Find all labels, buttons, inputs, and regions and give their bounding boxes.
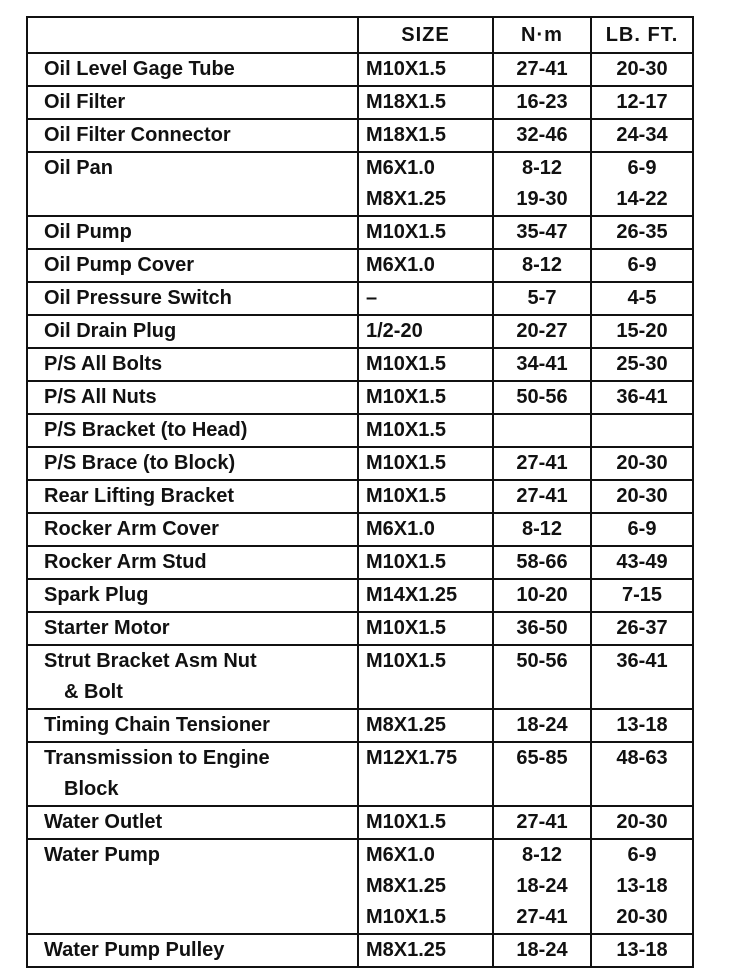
item-cell <box>27 86 358 119</box>
item-cell-line: Block <box>64 778 119 800</box>
lbft-cell-line: 13-18 <box>616 875 668 897</box>
table-row <box>27 414 693 447</box>
nm-cell-line: 8-12 <box>521 518 563 540</box>
nm-cell <box>493 447 591 480</box>
nm-cell <box>493 381 591 414</box>
size-cell-line: M10X1.5 <box>366 353 447 375</box>
nm-cell <box>493 546 591 579</box>
nm-cell-line: 10-20 <box>516 584 568 606</box>
size-cell <box>358 934 493 967</box>
nm-cell-line: 18-24 <box>516 714 568 736</box>
lbft-cell-line: 20-30 <box>616 58 668 80</box>
size-cell-line: M10X1.5 <box>366 221 447 243</box>
item-cell <box>27 709 358 742</box>
size-cell-line: M10X1.5 <box>366 452 447 474</box>
item-cell <box>27 216 358 249</box>
table-row <box>27 806 693 839</box>
lbft-cell <box>591 381 693 414</box>
nm-cell-line: 58-66 <box>516 551 568 573</box>
item-cell-line: Starter Motor <box>44 617 170 639</box>
size-cell-line: M18X1.5 <box>366 91 447 113</box>
lbft-cell-line: 6-9 <box>627 254 657 276</box>
table-row <box>27 645 693 709</box>
lbft-cell <box>591 579 693 612</box>
size-cell-line: 1/2-20 <box>366 320 423 342</box>
lbft-cell <box>591 414 693 447</box>
nm-cell-line: 65-85 <box>516 747 568 769</box>
nm-cell <box>493 806 591 839</box>
nm-cell <box>493 282 591 315</box>
torque-spec-table <box>26 16 694 968</box>
size-cell-line: M10X1.5 <box>366 58 447 80</box>
item-cell <box>27 546 358 579</box>
nm-cell <box>493 579 591 612</box>
size-cell-line: M12X1.75 <box>366 747 458 769</box>
table-row <box>27 152 693 216</box>
item-cell-line: Water Pump <box>44 844 160 866</box>
nm-cell <box>493 480 591 513</box>
size-cell <box>358 645 493 709</box>
item-cell <box>27 381 358 414</box>
table-row <box>27 709 693 742</box>
lbft-cell <box>591 839 693 934</box>
size-cell <box>358 612 493 645</box>
item-cell <box>27 119 358 152</box>
size-cell-line: M10X1.5 <box>366 386 447 408</box>
nm-cell-line: 5-7 <box>527 287 557 309</box>
nm-cell <box>493 645 591 709</box>
lbft-cell-line: 26-35 <box>616 221 668 243</box>
lbft-cell <box>591 806 693 839</box>
table-row <box>27 742 693 806</box>
nm-cell <box>493 152 591 216</box>
size-cell-line: M10X1.5 <box>366 485 447 507</box>
item-cell-line: Water Outlet <box>44 811 163 833</box>
item-cell <box>27 53 358 86</box>
item-cell <box>27 414 358 447</box>
nm-cell-line: 50-56 <box>516 650 568 672</box>
nm-cell <box>493 86 591 119</box>
nm-cell-line: 27-41 <box>516 452 568 474</box>
size-cell <box>358 348 493 381</box>
lbft-cell <box>591 480 693 513</box>
size-cell-line: M10X1.5 <box>366 906 447 928</box>
nm-cell-line: 18-24 <box>516 939 568 961</box>
nm-cell <box>493 119 591 152</box>
size-cell <box>358 742 493 806</box>
item-cell-line: Rear Lifting Bracket <box>44 485 235 507</box>
nm-cell <box>493 513 591 546</box>
lbft-cell-line: 20-30 <box>616 811 668 833</box>
lbft-cell-line: 36-41 <box>616 650 668 672</box>
item-cell-line: Oil Filter Connector <box>44 124 231 146</box>
nm-cell-line: 27-41 <box>516 485 568 507</box>
item-cell <box>27 742 358 806</box>
nm-cell-line: 36-50 <box>516 617 568 639</box>
lbft-cell <box>591 282 693 315</box>
lbft-cell-line: 13-18 <box>616 939 668 961</box>
lbft-cell-line: 43-49 <box>616 551 668 573</box>
size-cell <box>358 513 493 546</box>
nm-cell-line: 50-56 <box>516 386 568 408</box>
size-cell <box>358 806 493 839</box>
lbft-cell-line: 4-5 <box>627 287 657 309</box>
lbft-cell <box>591 86 693 119</box>
size-cell-line: M8X1.25 <box>366 875 447 897</box>
lbft-cell <box>591 249 693 282</box>
size-cell-line: M10X1.5 <box>366 811 447 833</box>
nm-cell <box>493 839 591 934</box>
table-row <box>27 86 693 119</box>
item-cell <box>27 152 358 216</box>
table-row <box>27 315 693 348</box>
nm-cell-line: 20-27 <box>516 320 568 342</box>
size-cell-line: M8X1.25 <box>366 939 447 961</box>
table-header-row <box>27 17 693 53</box>
size-cell <box>358 546 493 579</box>
item-cell-line: Transmission to Engine <box>44 747 270 769</box>
nm-cell-line: 27-41 <box>516 811 568 833</box>
item-cell-line: P/S All Nuts <box>44 386 157 408</box>
item-cell-line: Strut Bracket Asm Nut <box>44 650 257 672</box>
item-cell <box>27 645 358 709</box>
nm-cell-line: 32-46 <box>516 124 568 146</box>
item-cell <box>27 480 358 513</box>
nm-cell-line: 8-12 <box>521 157 563 179</box>
size-cell-line: M10X1.5 <box>366 617 447 639</box>
size-cell-line: M8X1.25 <box>366 714 447 736</box>
nm-cell <box>493 249 591 282</box>
table-row <box>27 119 693 152</box>
item-cell <box>27 934 358 967</box>
lbft-cell-line: 26-37 <box>616 617 668 639</box>
lbft-cell <box>591 612 693 645</box>
item-cell <box>27 315 358 348</box>
table-row <box>27 348 693 381</box>
lbft-cell-line: 24-34 <box>616 124 668 146</box>
lbft-cell-line: 13-18 <box>616 714 668 736</box>
size-cell-line: M6X1.0 <box>366 844 435 866</box>
lbft-cell <box>591 119 693 152</box>
item-cell-line: Oil Pan <box>44 157 113 179</box>
size-cell-line: M6X1.0 <box>366 157 435 179</box>
size-cell <box>358 414 493 447</box>
header-item <box>27 17 358 53</box>
torque-spec-sheet <box>26 16 692 968</box>
item-cell-line: Spark Plug <box>44 584 149 606</box>
table-row <box>27 249 693 282</box>
size-cell-line: M14X1.25 <box>366 584 458 606</box>
item-cell-line: P/S Bracket (to Head) <box>44 419 248 441</box>
item-cell <box>27 249 358 282</box>
size-cell <box>358 86 493 119</box>
lbft-cell-line <box>592 415 692 446</box>
lbft-cell <box>591 645 693 709</box>
size-cell <box>358 216 493 249</box>
lbft-cell-line: 7-15 <box>621 584 663 606</box>
size-cell <box>358 282 493 315</box>
item-cell-line: Oil Drain Plug <box>44 320 177 342</box>
item-cell <box>27 612 358 645</box>
lbft-cell <box>591 348 693 381</box>
size-cell <box>358 119 493 152</box>
item-cell-line: & Bolt <box>64 681 123 703</box>
nm-cell-line: 35-47 <box>516 221 568 243</box>
nm-cell-line: 34-41 <box>516 353 568 375</box>
item-cell-line: P/S All Bolts <box>44 353 163 375</box>
table-row <box>27 513 693 546</box>
nm-cell <box>493 612 591 645</box>
nm-cell <box>493 216 591 249</box>
size-cell-line: M6X1.0 <box>366 254 435 276</box>
size-cell <box>358 480 493 513</box>
item-cell <box>27 447 358 480</box>
nm-cell <box>493 414 591 447</box>
nm-cell-line: 8-12 <box>521 844 563 866</box>
item-cell-line: Timing Chain Tensioner <box>44 714 270 736</box>
table-row <box>27 579 693 612</box>
table-row <box>27 612 693 645</box>
table-row <box>27 282 693 315</box>
lbft-cell-line: 36-41 <box>616 386 668 408</box>
size-cell <box>358 152 493 216</box>
size-cell <box>358 579 493 612</box>
lbft-cell-line: 6-9 <box>627 518 657 540</box>
header-nm: N·m <box>493 17 591 53</box>
item-cell <box>27 839 358 934</box>
size-cell <box>358 381 493 414</box>
size-cell-line: M6X1.0 <box>366 518 435 540</box>
item-cell-line: Rocker Arm Cover <box>44 518 219 540</box>
nm-cell-line: 19-30 <box>516 188 568 210</box>
lbft-cell-line: 14-22 <box>616 188 668 210</box>
size-cell <box>358 839 493 934</box>
item-cell <box>27 282 358 315</box>
lbft-cell-line: 12-17 <box>616 91 668 113</box>
item-cell-line: Oil Pump <box>44 221 132 243</box>
nm-cell-line: 27-41 <box>516 906 568 928</box>
lbft-cell-line: 25-30 <box>616 353 668 375</box>
item-cell-line: Rocker Arm Stud <box>44 551 207 573</box>
size-cell-line: M18X1.5 <box>366 124 447 146</box>
item-cell <box>27 806 358 839</box>
size-cell <box>358 447 493 480</box>
nm-cell-line: 27-41 <box>516 58 568 80</box>
size-cell-line: M10X1.5 <box>366 551 447 573</box>
lbft-cell <box>591 709 693 742</box>
item-cell <box>27 579 358 612</box>
table-row <box>27 480 693 513</box>
nm-cell-line: 18-24 <box>516 875 568 897</box>
table-row <box>27 839 693 934</box>
lbft-cell-line: 20-30 <box>616 452 668 474</box>
header-size: SIZE <box>358 17 493 53</box>
lbft-cell-line: 48-63 <box>616 747 668 769</box>
header-lbft: LB. FT. <box>591 17 693 53</box>
lbft-cell-line: 15-20 <box>616 320 668 342</box>
nm-cell <box>493 53 591 86</box>
item-cell-line: Oil Level Gage Tube <box>44 58 235 80</box>
size-cell <box>358 709 493 742</box>
nm-cell-line <box>494 415 590 446</box>
size-cell-line: M8X1.25 <box>366 188 447 210</box>
lbft-cell-line: 6-9 <box>627 844 657 866</box>
nm-cell-line: 16-23 <box>516 91 568 113</box>
nm-cell <box>493 709 591 742</box>
nm-cell-line: 8-12 <box>521 254 563 276</box>
lbft-cell <box>591 546 693 579</box>
lbft-cell-line: 20-30 <box>616 485 668 507</box>
table-row <box>27 381 693 414</box>
table-row <box>27 447 693 480</box>
item-cell-line: Oil Pump Cover <box>44 254 195 276</box>
item-cell-line: P/S Brace (to Block) <box>44 452 236 474</box>
size-cell <box>358 249 493 282</box>
table-row <box>27 546 693 579</box>
lbft-cell-line: 20-30 <box>616 906 668 928</box>
size-cell-line: M10X1.5 <box>366 650 447 672</box>
nm-cell <box>493 742 591 806</box>
nm-cell <box>493 315 591 348</box>
table-row <box>27 53 693 86</box>
lbft-cell <box>591 315 693 348</box>
table-row <box>27 216 693 249</box>
item-cell <box>27 513 358 546</box>
item-cell-line: Oil Filter <box>44 91 126 113</box>
item-cell-line: Water Pump Pulley <box>44 939 225 961</box>
lbft-cell-line: 6-9 <box>627 157 657 179</box>
table-row <box>27 934 693 967</box>
size-cell-line: M10X1.5 <box>366 419 447 441</box>
lbft-cell <box>591 152 693 216</box>
item-cell-line: Oil Pressure Switch <box>44 287 232 309</box>
nm-cell <box>493 348 591 381</box>
lbft-cell <box>591 513 693 546</box>
lbft-cell <box>591 934 693 967</box>
size-cell <box>358 53 493 86</box>
lbft-cell <box>591 216 693 249</box>
size-cell <box>358 315 493 348</box>
item-cell <box>27 348 358 381</box>
size-cell-line: – <box>366 287 378 309</box>
nm-cell <box>493 934 591 967</box>
table-body <box>27 53 693 967</box>
lbft-cell <box>591 53 693 86</box>
lbft-cell <box>591 742 693 806</box>
lbft-cell <box>591 447 693 480</box>
